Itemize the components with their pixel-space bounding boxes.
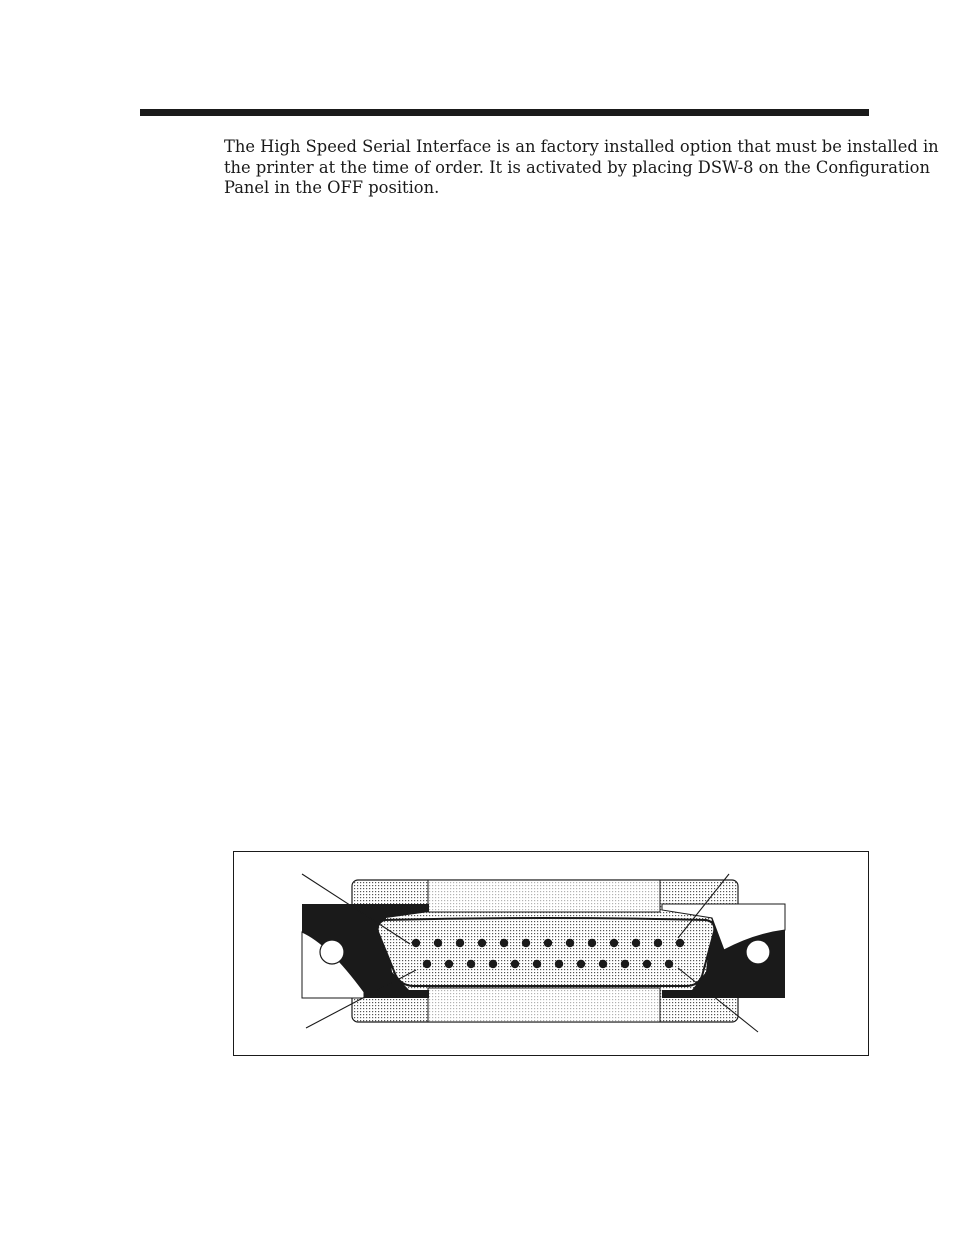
pin-16	[467, 960, 475, 968]
pin-3	[456, 939, 464, 947]
pin-1	[412, 939, 420, 947]
pin-18	[511, 960, 519, 968]
pin-22	[599, 960, 607, 968]
left-mounting-hole	[320, 940, 344, 964]
pin-10	[610, 939, 618, 947]
pin-25	[665, 960, 673, 968]
pin-23	[621, 960, 629, 968]
intro-paragraph	[224, 137, 939, 199]
connector-face	[378, 918, 715, 986]
pin-12	[654, 939, 662, 947]
intro-line-2: the printer at the time of order. It is activated by placing DSW-8 on the Configuration	[224, 157, 930, 177]
shell-window-bottom	[428, 988, 660, 1022]
pin-8	[566, 939, 574, 947]
pin-6	[522, 939, 530, 947]
pin-24	[643, 960, 651, 968]
db25-connector-diagram	[234, 852, 867, 1054]
pin-2	[434, 939, 442, 947]
pin-4	[478, 939, 486, 947]
pin-11	[632, 939, 640, 947]
shell-window-top	[428, 880, 660, 912]
header-rule	[140, 109, 869, 116]
connector-figure	[233, 851, 869, 1056]
pin-7	[544, 939, 552, 947]
pin-20	[555, 960, 563, 968]
pin-13	[676, 939, 684, 947]
pin-21	[577, 960, 585, 968]
pin-17	[489, 960, 497, 968]
intro-line-1: The High Speed Serial Interface is an factory installed option that must be installed in	[224, 137, 939, 156]
pin-9	[588, 939, 596, 947]
intro-line-3: Panel in the OFF position.	[224, 178, 440, 197]
pin-19	[533, 960, 541, 968]
pin-14	[423, 960, 431, 968]
right-mounting-hole	[746, 940, 770, 964]
pin-15	[445, 960, 453, 968]
pin-5	[500, 939, 508, 947]
